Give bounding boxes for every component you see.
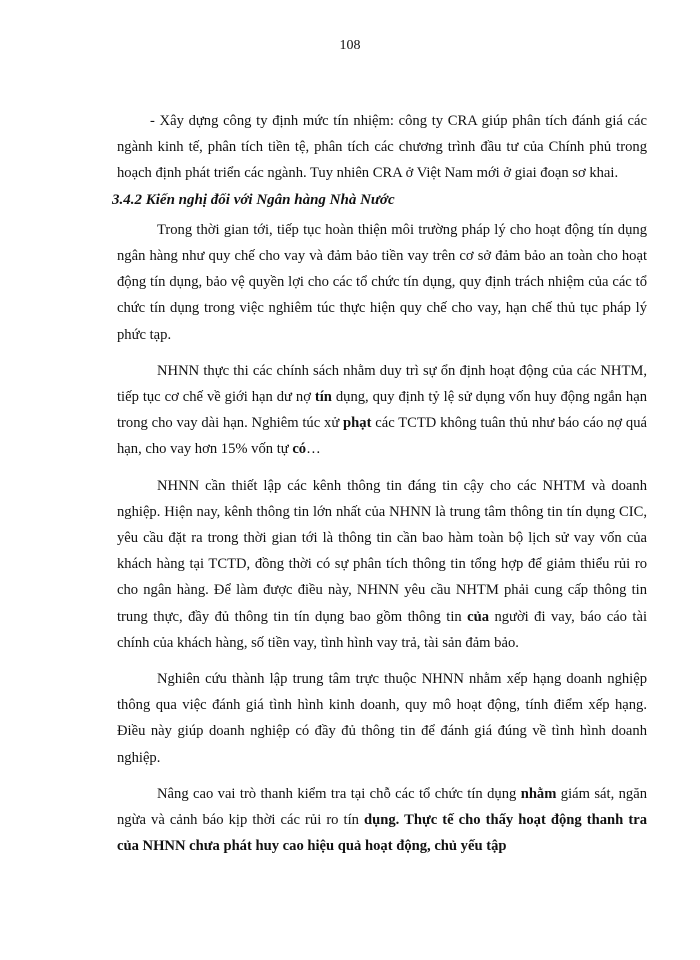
paragraph-inspection xyxy=(117,781,647,860)
text-run: Nâng cao vai trò thanh kiểm tra tại chỗ các tổ chức tín dụng xyxy=(157,785,521,802)
page-number: 108 xyxy=(339,38,361,53)
paragraph-rating-center: Nghiên cứu thành lập trung tâm trực thuộc NHNN nhằm xếp hạng doanh nghiệp thông qua việc đánh giá tình hình kinh doanh, quy mô hoạt động, tính điểm xếp hạng. Điều này giúp doanh nghiệp có đầy đủ thông tin để đánh giá đúng về tình hình doanh nghiệp. xyxy=(117,671,647,766)
bold-run: dụng. Thực tế cho thấy hoạt động thanh tra của NHNN chưa phát huy cao hiệu quả hoạt động, chủ yếu tập xyxy=(117,812,647,855)
bold-run: nhằm xyxy=(520,785,557,802)
bold-run: có xyxy=(292,441,307,458)
text-run: người đi vay, báo cáo tài chính của khách hàng, số tiền vay, tình hình vay trả, tài sản đảm bảo. xyxy=(117,608,648,651)
paragraph-legal-environment: Trong thời gian tới, tiếp tục hoàn thiện môi trường pháp lý cho hoạt động tín dụng ngân hàng như quy chế cho vay và đảm bảo tiền vay trên cơ sở đảm bảo an toàn cho hoạt động tín dụng, bảo vệ quyền lợi cho các tổ chức tín dụng, quy định trách nhiệm của các tổ chức tín dụng trong việc nghiêm túc thực hiện quy chế cho vay, hạn chế thủ tục pháp lý phức tạp. xyxy=(117,221,647,343)
text-run: NHNN cần thiết lập các kênh thông tin đáng tin cậy cho các NHTM và doanh nghiệp. Hiện nay, kênh thông tin lớn nhất của NHNN là trung tâm thông tin tín dụng CIC, yêu cầu đặt ra trong thời gian tới là thông tin cần bao hàm toàn bộ lịch sử vay vốn của khách hàng tại TCTD, đồng thời có sự phân tích thông tin tổng hợp để giảm thiểu rủi ro cho ngân hàng. Để làm được điều này, NHNN yêu cầu NHTM phải cung cấp thông tin trung thực, đầy đủ thông tin tín dụng bao gồm thông tin xyxy=(117,477,647,625)
text-run: dụng, quy định tỷ lệ sử dụng vốn huy động ngắn hạn trong cho vay dài hạn. Nghiêm túc xử xyxy=(117,389,647,432)
bold-run: phạt xyxy=(343,415,372,432)
bold-run: của xyxy=(467,608,490,625)
text-run: … xyxy=(306,441,321,458)
section-heading: 3.4.2 Kiến nghị đối với Ngân hàng Nhà Nước xyxy=(112,191,395,208)
text-run: các TCTD không tuân thủ như báo cáo nợ quá hạn, cho vay hơn 15% vốn tự xyxy=(117,415,647,458)
paragraph-nhnn-policy xyxy=(117,358,647,463)
bold-run: tín xyxy=(314,389,332,406)
paragraph-cra: - Xây dựng công ty định mức tín nhiệm: công ty CRA giúp phân tích đánh giá các ngành kinh tế, phân tích tiền tệ, phân tích các chương trình đầu tư của Chính phủ trong hoạch định phát triển các ngành. Tuy nhiên CRA ở Việt Nam mới ở giai đoạn sơ khai. xyxy=(117,113,647,182)
paragraph-information-channels xyxy=(117,473,647,656)
text-run: NHNN thực thi các chính sách nhằm duy trì sự ổn định hoạt động của các NHTM, tiếp tục cơ chế về giới hạn dư nợ xyxy=(117,362,647,406)
text-run: giám sát, ngăn ngừa và cảnh báo kịp thời các rủi ro tín xyxy=(117,785,647,829)
document-body xyxy=(112,108,648,859)
